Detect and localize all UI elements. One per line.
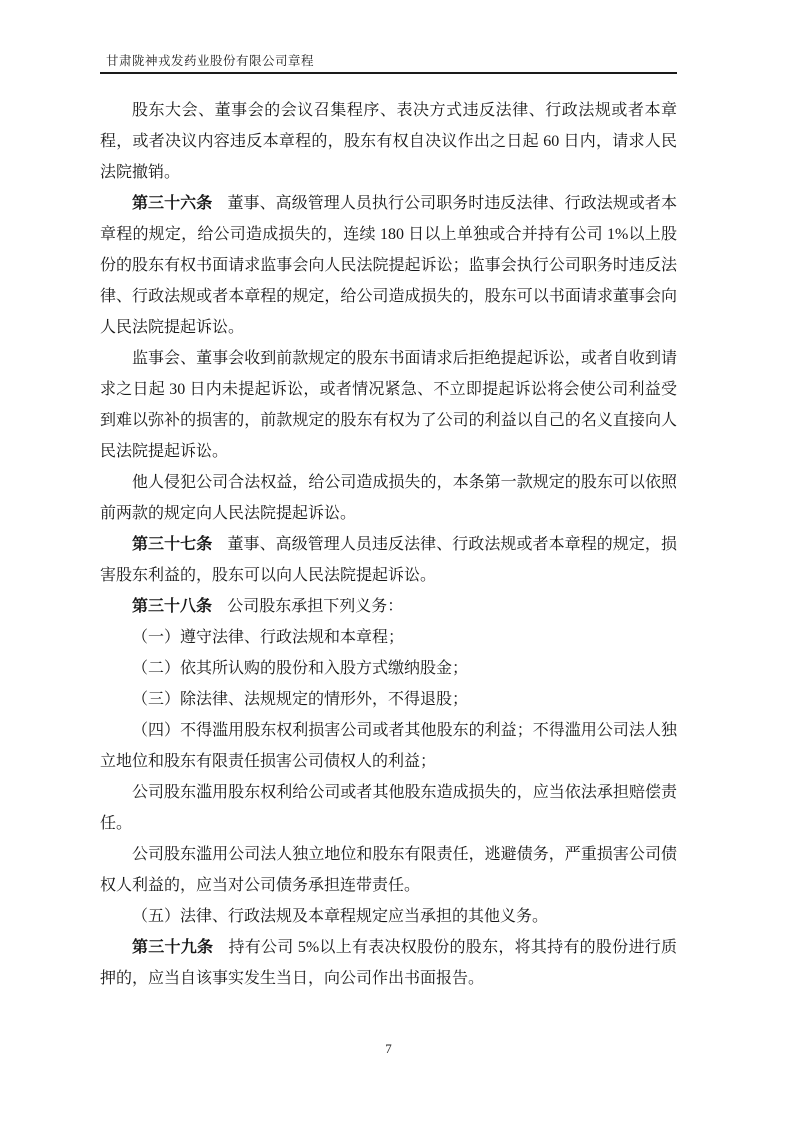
paragraph [100,343,677,467]
page-header [100,54,677,74]
article-number: 第三十八条 [132,598,213,615]
document-body [100,95,677,994]
paragraph-article-38 [100,591,677,622]
list-item-1 [100,622,677,653]
article-number: 第三十九条 [132,939,214,956]
paragraph-text: 持有公司 5%以上有表决权股份的股东，将其持有的股份进行质押的，应当自该事实发生当日，向公司作出书面报告。 [100,939,677,987]
paragraph-text: 公司股东滥用公司法人独立地位和股东有限责任，逃避债务，严重损害公司债权人利益的，应当对公司债务承担连带责任。 [100,846,677,894]
paragraph-text: 监事会、董事会收到前款规定的股东书面请求后拒绝提起诉讼，或者自收到请求之日起 30 日内未提起诉讼，或者情况紧急、不立即提起诉讼将会使公司利益受到难以弥补的损害的，前款规定的股东有权为了公司的利益以自己的名义直接向人民法院提起诉讼。 [100,350,677,460]
paragraph [100,467,677,529]
paragraph [100,95,677,188]
paragraph [100,777,677,839]
paragraph-article-37 [100,529,677,591]
paragraph-text: 公司股东滥用股东权利给公司或者其他股东造成损失的，应当依法承担赔偿责任。 [100,784,677,832]
paragraph-text: 公司股东承担下列义务： [227,598,404,615]
list-item-3 [100,684,677,715]
paragraph-text: 董事、高级管理人员执行公司职务时违反法律、行政法规或者本章程的规定，给公司造成损失的，连续 180 日以上单独或合并持有公司 1%以上股份的股东有权书面请求监事会向人民法院提起诉讼；监事会执行公司职务时违反法律、行政法规或者本章程的规定，给公司造成损失的，股东可以书面请求董事会向人民法院提起诉讼。 [100,195,677,336]
page-number: 7 [385,1041,392,1056]
list-item-2 [100,653,677,684]
list-item-4 [100,715,677,777]
paragraph-text: （四）不得滥用股东权利损害公司或者其他股东的利益；不得滥用公司法人独立地位和股东有限责任损害公司债权人的利益； [100,722,677,770]
paragraph-text: 董事、高级管理人员违反法律、行政法规或者本章程的规定，损害股东利益的，股东可以向人民法院提起诉讼。 [100,536,677,584]
article-number: 第三十七条 [132,536,213,553]
document-title: 甘肃陇神戎发药业股份有限公司章程 [106,54,315,68]
paragraph-text: 他人侵犯公司合法权益，给公司造成损失的，本条第一款规定的股东可以依照前两款的规定向人民法院提起诉讼。 [100,474,677,522]
paragraph-text: （一）遵守法律、行政法规和本章程； [132,629,405,646]
paragraph-text: （五）法律、行政法规及本章程规定应当承担的其他义务。 [132,908,549,925]
paragraph-text: （二）依其所认购的股份和入股方式缴纳股金； [132,660,469,677]
paragraph-text: （三）除法律、法规规定的情形外，不得退股； [132,691,469,708]
paragraph-article-36 [100,188,677,343]
page-footer [100,1040,677,1058]
article-number: 第三十六条 [132,195,213,212]
paragraph-text: 股东大会、董事会的会议召集程序、表决方式违反法律、行政法规或者本章程，或者决议内容违反本章程的，股东有权自决议作出之日起 60 日内，请求人民法院撤销。 [100,102,677,181]
list-item-5 [100,901,677,932]
paragraph [100,839,677,901]
paragraph-article-39 [100,932,677,994]
